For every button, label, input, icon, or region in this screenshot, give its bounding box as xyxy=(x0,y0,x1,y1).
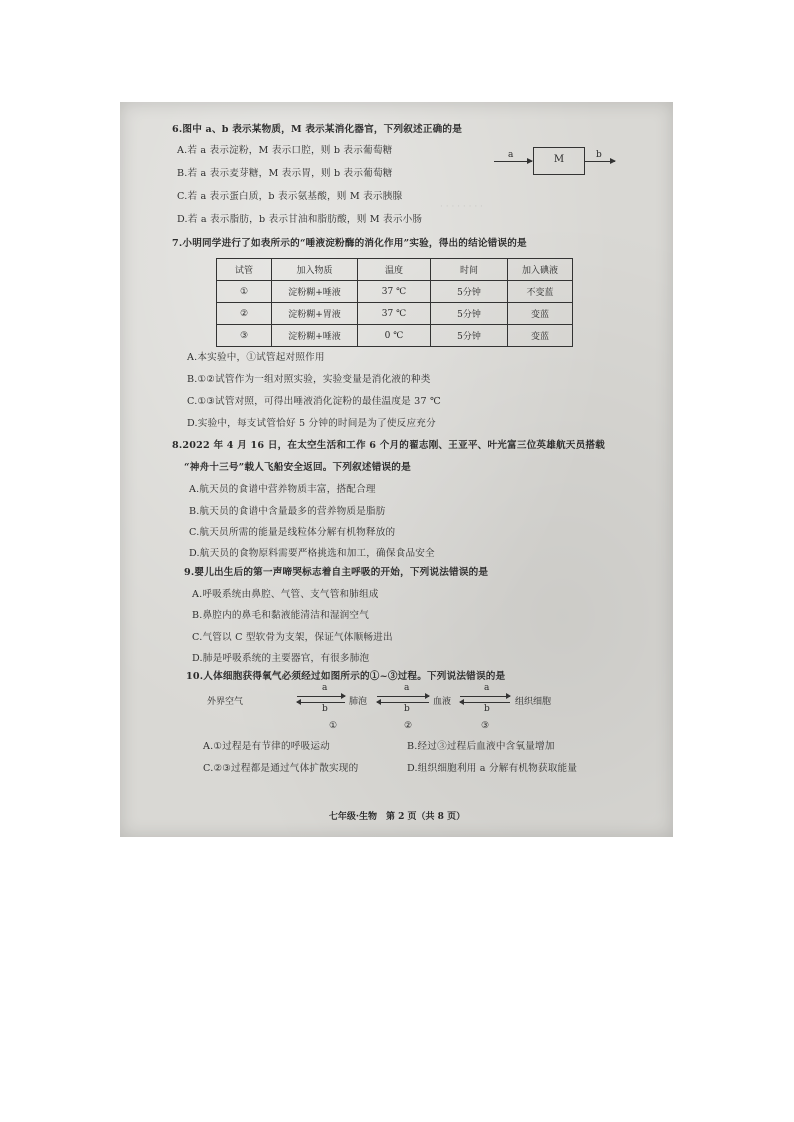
arrow-right-icon xyxy=(460,696,510,697)
step1-top-label: a xyxy=(322,683,328,693)
table-cell: 淀粉糊+胃液 xyxy=(272,303,358,325)
arrow-right-icon xyxy=(585,161,615,162)
node-outside-air: 外界空气 xyxy=(207,697,244,707)
q7-option-a: A.本实验中，①试管起对照作用 xyxy=(187,352,325,363)
step2-bottom-label: b xyxy=(404,704,410,714)
table-header-row xyxy=(217,259,573,281)
q6-stem: 6.图中 a、b 表示某物质，M 表示某消化器官，下列叙述正确的是 xyxy=(172,124,463,135)
table-cell: ② xyxy=(217,303,272,325)
step3-top-label: a xyxy=(484,683,490,693)
table-row xyxy=(217,281,573,303)
table-header: 温度 xyxy=(358,259,431,281)
node-blood: 血液 xyxy=(433,697,452,707)
table-cell: 0 ℃ xyxy=(358,325,431,347)
step3-bottom-label: b xyxy=(484,704,490,714)
q10-option-d: D.组织细胞利用 a 分解有机物获取能量 xyxy=(407,763,578,774)
q9-option-c: C.气管以 C 型软骨为支架，保证气体顺畅进出 xyxy=(192,632,393,643)
table-cell: 5分钟 xyxy=(431,303,508,325)
table-header: 试管 xyxy=(217,259,272,281)
arrow-right-icon xyxy=(494,161,532,162)
q6-option-d: D.若 a 表示脂肪，b 表示甘油和脂肪酸，则 M 表示小肠 xyxy=(177,214,423,225)
q7-option-d: D.实验中，每支试管恰好 5 分钟的时间是为了使反应充分 xyxy=(187,418,436,429)
q8-option-c: C.航天员所需的能量是线粒体分解有机物释放的 xyxy=(189,527,396,538)
q6-option-a: A.若 a 表示淀粉，M 表示口腔，则 b 表示葡萄糖 xyxy=(177,145,393,156)
q6-label-b: b xyxy=(596,150,602,160)
q6-option-c: C.若 a 表示蛋白质，b 表示氨基酸，则 M 表示胰腺 xyxy=(177,191,403,202)
q9-option-d: D.肺是呼吸系统的主要器官，有很多肺泡 xyxy=(192,653,370,664)
table-cell: ③ xyxy=(217,325,272,347)
q8-stem-line2: “神舟十三号”载人飞船安全返回。下列叙述错误的是 xyxy=(184,462,411,473)
q7-stem: 7.小明同学进行了如表所示的“唾液淀粉酶的消化作用”实验，得出的结论错误的是 xyxy=(172,238,527,249)
node-tissue-cells: 组织细胞 xyxy=(515,697,552,707)
step3-number: ③ xyxy=(481,721,490,731)
arrow-right-icon xyxy=(297,696,345,697)
q10-option-a: A.①过程是有节律的呼吸运动 xyxy=(203,741,330,752)
q9-option-a: A.呼吸系统由鼻腔、气管、支气管和肺组成 xyxy=(192,589,379,600)
table-header: 加入物质 xyxy=(272,259,358,281)
q10-option-c: C.②③过程都是通过气体扩散实现的 xyxy=(203,763,359,774)
q7-option-c: C.①③试管对照，可得出唾液消化淀粉的最佳温度是 37 ℃ xyxy=(187,396,441,407)
q9-stem: 9.婴儿出生后的第一声啼哭标志着自主呼吸的开始，下列说法错误的是 xyxy=(184,567,489,578)
q7-experiment-table xyxy=(216,258,573,347)
table-cell: 变蓝 xyxy=(508,325,573,347)
q8-stem-line1: 8.2022 年 4 月 16 日，在太空生活和工作 6 个月的翟志刚、王亚平、叶光富三位英雄航天员搭载 xyxy=(172,440,605,451)
q6-label-a: a xyxy=(508,150,514,160)
table-cell: 淀粉糊+唾液 xyxy=(272,281,358,303)
q8-option-d: D.航天员的食物原料需要严格挑选和加工，确保食品安全 xyxy=(189,548,435,559)
table-cell: 不变蓝 xyxy=(508,281,573,303)
table-cell: 37 ℃ xyxy=(358,303,431,325)
q9-option-b: B.鼻腔内的鼻毛和黏液能清洁和湿润空气 xyxy=(192,610,369,621)
arrow-right-icon xyxy=(377,696,429,697)
q10-option-b: B.经过③过程后血液中含氧量增加 xyxy=(407,741,555,752)
table-cell: 淀粉糊+唾液 xyxy=(272,325,358,347)
q6-organ-box: M xyxy=(533,147,585,175)
table-cell: 37 ℃ xyxy=(358,281,431,303)
q7-option-b: B.①②试管作为一组对照实验，实验变量是消化液的种类 xyxy=(187,374,431,385)
table-cell: 5分钟 xyxy=(431,325,508,347)
table-row xyxy=(217,303,573,325)
table-header: 加入碘液 xyxy=(508,259,573,281)
arrow-left-icon xyxy=(377,702,429,703)
q10-stem: 10.人体细胞获得氧气必须经过如图所示的①~③过程。下列说法错误的是 xyxy=(186,671,506,682)
step1-bottom-label: b xyxy=(322,704,328,714)
step1-number: ① xyxy=(329,721,338,731)
table-row xyxy=(217,325,573,347)
step2-number: ② xyxy=(404,721,413,731)
table-cell: ① xyxy=(217,281,272,303)
q8-option-a: A.航天员的食谱中营养物质丰富，搭配合理 xyxy=(189,484,376,495)
node-alveoli: 肺泡 xyxy=(349,697,368,707)
q8-option-b: B.航天员的食谱中含量最多的营养物质是脂肪 xyxy=(189,506,386,517)
q6-option-b: B.若 a 表示麦芽糖，M 表示胃，则 b 表示葡萄糖 xyxy=(177,168,393,179)
table-header: 时间 xyxy=(431,259,508,281)
bleed-through: · · · · · · · · xyxy=(440,202,483,212)
arrow-left-icon xyxy=(460,702,510,703)
table-cell: 5分钟 xyxy=(431,281,508,303)
table-cell: 变蓝 xyxy=(508,303,573,325)
page-footer: 七年级·生物 第 2 页（共 8 页） xyxy=(328,812,466,822)
arrow-left-icon xyxy=(297,702,345,703)
step2-top-label: a xyxy=(404,683,410,693)
